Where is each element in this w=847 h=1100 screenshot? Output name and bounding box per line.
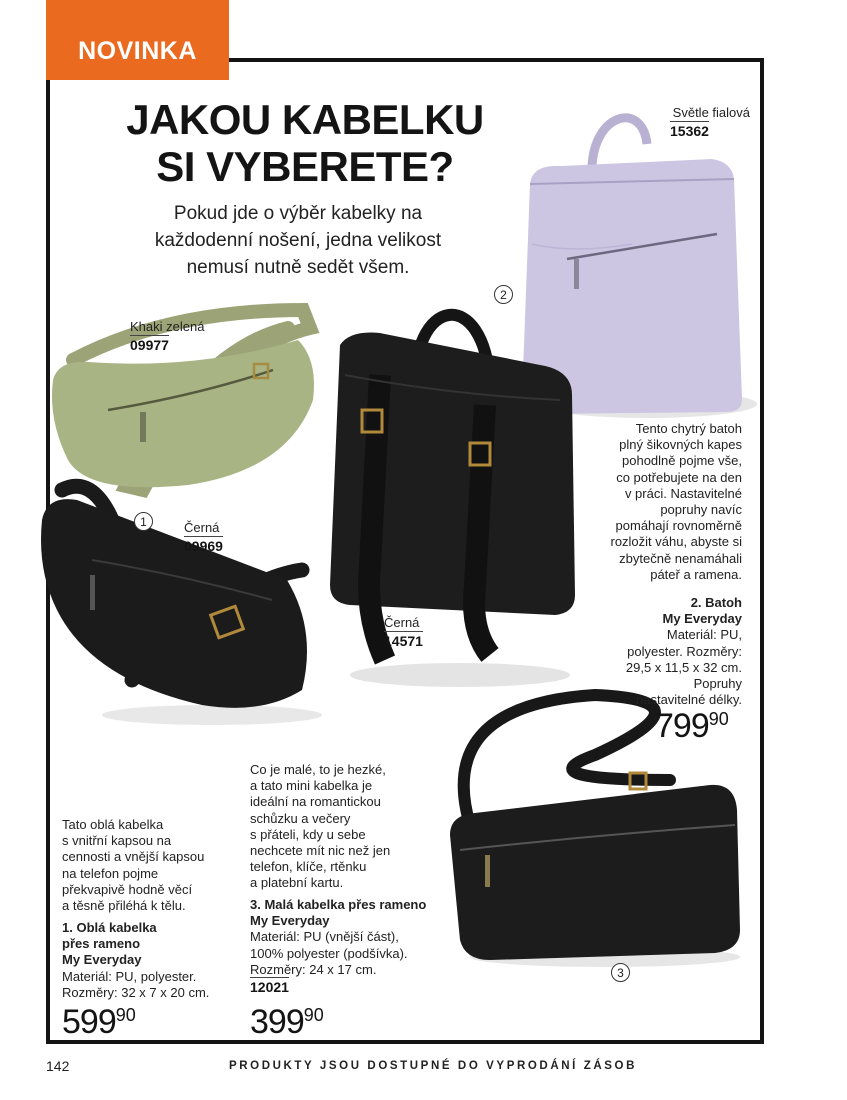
product2-spec-line: Materiál: PU, [666,627,742,643]
product3-desc-line: a tato mini kabelka je [250,778,373,794]
product2-desc-line: v práci. Nastavitelné [624,485,742,501]
product2-spec-line: 29,5 x 11,5 x 32 cm. [625,659,742,675]
product1-desc-line: cennosti a vnější kapsou [62,849,205,865]
product1-desc-line: a těsně přiléhá k tělu. [62,898,186,914]
product1-spec-line: Materiál: PU, polyester. [62,968,197,984]
product1-price-main: 599 [62,1003,116,1041]
product3-desc-line: Co je malé, to je hezké, [250,762,386,777]
product2-desc-line: co potřebujete na den [616,469,742,485]
black-backpack-image [310,285,582,690]
variant-khaki-color: Khaki zelená [130,319,205,334]
product1-details [62,920,242,1001]
product3-code: 12021 [250,979,289,995]
product2-spec-line: polyester. Rozměry: [627,643,742,659]
marker-2: 2 [494,285,513,304]
availability-footer: PRODUKTY JSOU DOSTUPNÉ DO VYPRODÁNÍ ZÁSOB [229,1060,637,1072]
marker-3: 3 [611,963,630,982]
product1-name: 1. Oblá kabelka [62,920,157,935]
variant-lilac-code: 15362 [670,123,709,139]
product1-price [62,998,136,1039]
headline-line-2: SI VYBERETE? [156,143,454,190]
product1-spec-line: Rozměry: 32 x 7 x 20 cm. [62,984,210,1000]
product2-price-cents: 90 [708,709,729,729]
novinka-badge: NOVINKA [46,0,229,80]
product2-name: 2. Batoh [690,595,742,610]
product2-desc-line: pohodlně pojme vše, [622,453,742,469]
product3-desc-line: a platební kartu. [250,875,344,891]
product3-price-main: 399 [250,1003,304,1041]
variant-lilac-code-wrap [670,121,709,141]
black-shoulder-bag-image [32,480,322,725]
product3-spec-line: Materiál: PU (vnější část), [250,929,399,945]
product3-spec-line: 100% polyester (podšívka). [250,945,408,961]
variant-lilac-color: Světle fialová [672,105,750,120]
product2-price [655,702,729,743]
product2-description [560,421,742,583]
product3-desc-line: telefon, klíče, rtěnku [250,859,367,875]
product2-price-main: 799 [655,707,709,745]
product1-name-line-2: přes rameno [62,936,141,952]
marker-1: 1 [134,512,153,531]
intro-line-2: každodenní nošení, jedna velikost [154,230,442,251]
variant-black1-color: Černá [184,520,220,535]
product3-desc-line: schůzku a večery [250,810,351,826]
product1-desc-line: s vnitřní kapsou na [62,833,172,849]
intro-line-1: Pokud jde o výběr kabelky na [173,203,423,224]
variant-khaki-code: 09977 [130,337,169,353]
product2-desc-line: popruhy navíc [660,502,742,518]
product2-desc-line: plný šikovných kapes [619,437,742,453]
product3-price [250,998,324,1039]
intro-text [148,200,448,281]
product3-desc-line: ideální na romantickou [250,794,381,810]
product2-desc-line: páteř a ramena. [650,566,742,582]
product3-description [250,762,440,892]
product2-desc-line: pomáhají rovnoměrně [615,518,742,534]
product3-desc-line: nechcete mít nic než jen [250,843,391,859]
product1-desc-line: na telefon pojme [62,865,159,881]
variant-black2-code: 14571 [384,633,423,649]
variant-black2 [384,614,423,651]
intro-line-3: nemusí nutně sedět všem. [186,257,410,278]
headline [100,96,510,190]
variant-black1-code: 09969 [184,538,223,554]
product2-details [560,595,742,708]
variant-black2-color: Černá [384,615,420,630]
product2-desc-line: rozložit váhu, abyste si [610,534,742,550]
product1-desc-line: Tato oblá kabelka [62,817,164,832]
product3-details [250,897,460,978]
product3-name: 3. Malá kabelka přes rameno [250,897,427,912]
page-number: 142 [46,1058,70,1074]
variant-khaki [130,318,204,355]
product1-desc-line: překvapivě hodně věcí [62,881,193,897]
headline-line-1: JAKOU KABELKU [126,96,484,143]
product1-price-cents: 90 [115,1005,136,1025]
product2-spec-line: nastavitelné délky. [636,692,742,708]
variant-lilac [640,104,750,121]
product3-spec-line: Rozměry: 24 x 17 cm. [250,961,377,977]
product3-code-wrap [250,977,289,997]
product2-line-name: My Everyday [662,611,742,627]
product3-price-cents: 90 [303,1005,324,1025]
product3-line-name: My Everyday [250,913,330,929]
variant-black1 [184,519,223,556]
product2-desc-line: Tento chytrý batoh [635,421,742,436]
product1-description [62,817,242,914]
product1-line-name: My Everyday [62,952,142,968]
product3-desc-line: s přáteli, kdy u sebe [250,826,366,842]
product2-spec-line: Popruhy [693,676,742,692]
product2-desc-line: zbytečně nenamáhali [619,550,742,566]
